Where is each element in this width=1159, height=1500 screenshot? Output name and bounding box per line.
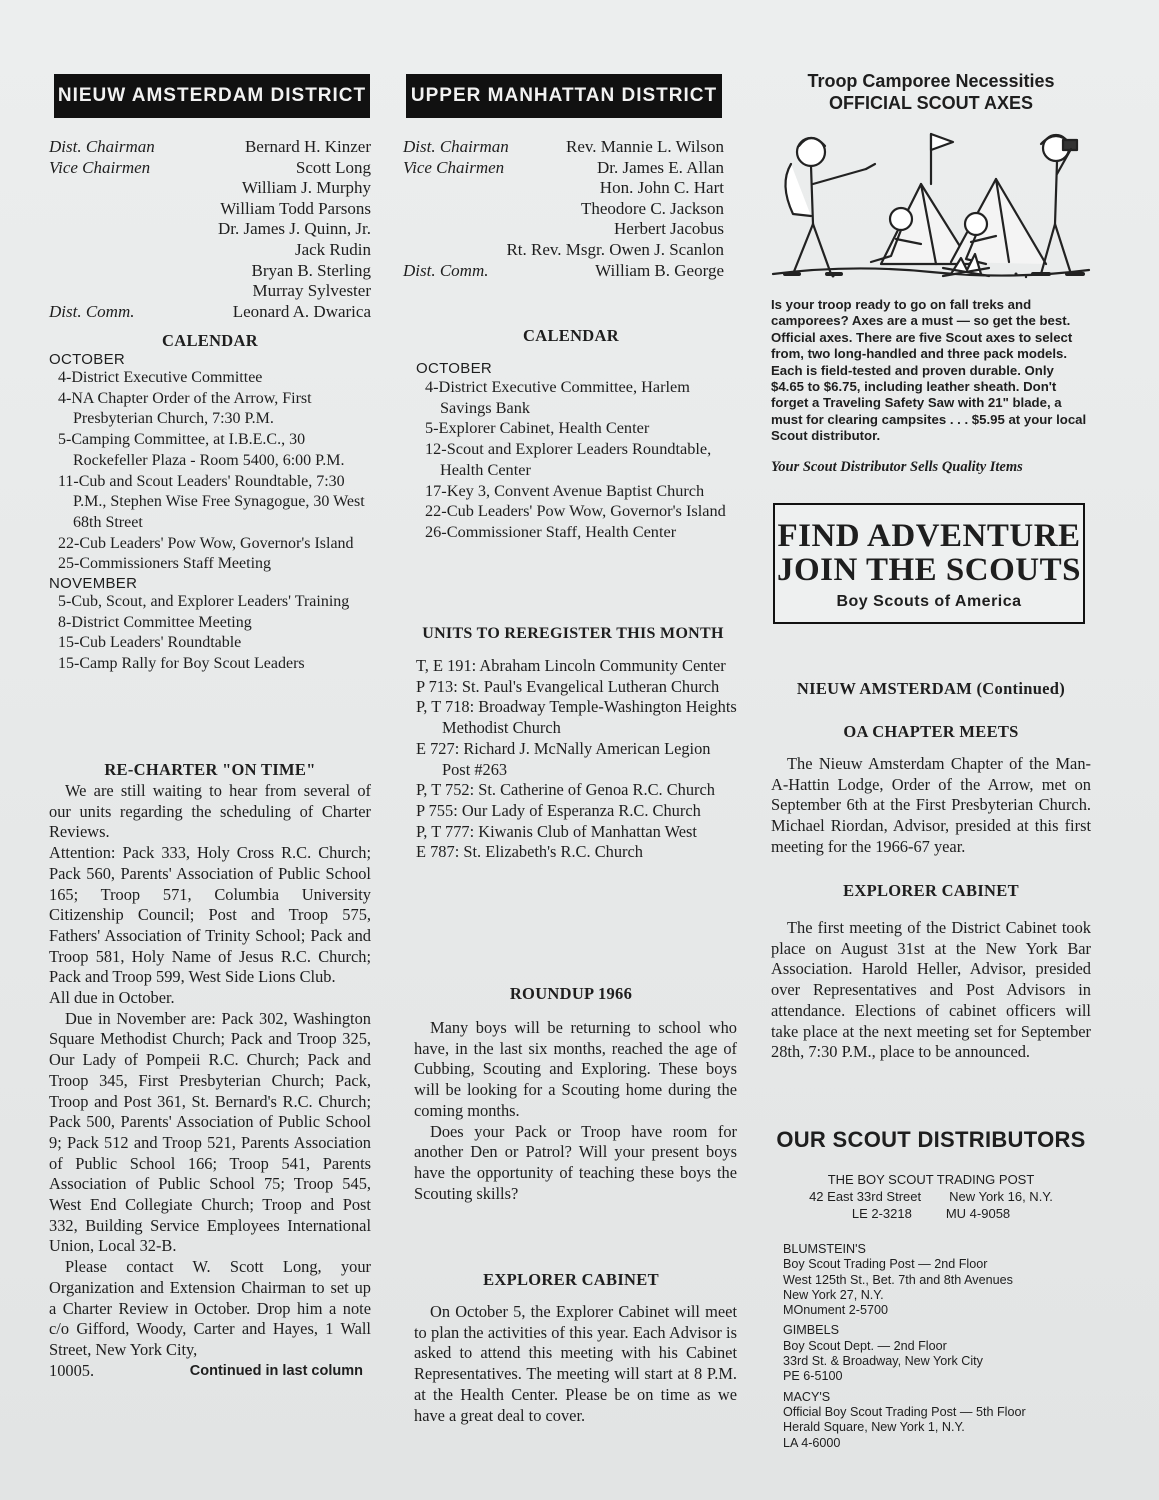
calendar-heading: CALENDAR (523, 326, 619, 345)
trading-post-phones (771, 1205, 1091, 1222)
vice-chairman-name: Theodore C. Jackson (580, 198, 724, 218)
chairman-role: Dist. Chairman (403, 137, 509, 156)
unit-item: E 727: Richard J. McNally American Legion Post #263 (416, 738, 711, 779)
upper-manhattan-banner: UPPER MANHATTAN DISTRICT (406, 74, 722, 118)
store-line: 33rd St. & Broadway, New York City (783, 1354, 983, 1369)
event-item: 15-Camp Rally for Boy Scout Leaders (58, 655, 305, 673)
event-item: 8-District Committee Meeting (58, 613, 252, 631)
continued-note: Continued in last column (189, 1362, 363, 1379)
event-list (49, 368, 371, 575)
vice-chairman-name: Bryan B. Sterling (251, 260, 371, 280)
bsa-line: Boy Scouts of America (836, 593, 1022, 610)
vice-chairman-name: William J. Murphy (241, 178, 371, 198)
vice-chairman-name: Murray Sylvester (252, 281, 371, 301)
vice-role: Vice Chairmen (403, 157, 505, 177)
store-list (783, 1242, 1093, 1451)
trading-post-street: 42 East 33rd Street (809, 1189, 922, 1204)
month-heading: OCTOBER (49, 351, 126, 368)
store-name: MACY'S (783, 1389, 831, 1404)
find-adventure-line: FIND ADVENTURE (777, 518, 1081, 554)
trading-post-address (771, 1188, 1091, 1205)
comm-role: Dist. Comm. (403, 260, 489, 280)
unit-item: P, T 777: Kiwanis Club of Manhattan West (416, 821, 697, 841)
trading-post (771, 1171, 1091, 1222)
store-line: PE 6-5100 (783, 1369, 843, 1384)
event-list (416, 377, 736, 543)
unit-item: P 713: St. Paul's Evangelical Lutheran Church (416, 676, 720, 696)
chairman-role: Dist. Chairman (49, 137, 155, 156)
recharter-paragraph: We are still waiting to hear from several of our units regarding the scheduling of Charter Reviews. (49, 781, 371, 842)
comm-name: William B. George (595, 260, 724, 280)
store-line: Boy Scout Dept. — 2nd Floor (783, 1338, 947, 1353)
unit-item: E 787: St. Elizabeth's R.C. Church (416, 842, 643, 862)
recharter-zip: 10005. (49, 1360, 95, 1380)
store-entry (783, 1323, 1093, 1384)
calendar-section (49, 351, 371, 675)
scouts-camping-illustration-icon (771, 124, 1091, 294)
recharter-paragraph: Due in November are: Pack 302, Washington Square Methodist Church; Pack and Troop 325, Our Lady of Pompeii R.C. Church; Pack and Troop 345, First Presbyterian Church; Pack, Troop and Post 361, St. Bernard's R.C. Church; Pack 500, Parents' Association of Public School 9; Pack 512 and Troop 521, Parents Association of Public School 166; Troop 541, Parents Association of Public School 75; Troop 545, West End Collegiate Church; Troop and Post 332, Building Service Employees International Union, Local 32-B. (49, 1008, 371, 1256)
ad-subtitle: OFFICIAL SCOUT AXES (828, 93, 1033, 113)
chairman-name: Rev. Mannie L. Wilson (566, 137, 724, 156)
store-entry (783, 1242, 1093, 1318)
exp-heading: EXPLORER CABINET (843, 881, 1019, 900)
vice-chairman-name: Scott Long (295, 157, 371, 177)
roundup-paragraph: Many boys will be returning to school who have, in the last six months, reached the age of Cubbing, Scouting and Exploring. These boys will be looking for a Scouting home during the coming months. (414, 1018, 737, 1120)
chairman-name: Bernard H. Kinzer (244, 137, 371, 156)
units-heading: UNITS TO REREGISTER THIS MONTH (422, 625, 724, 642)
oa-paragraph: The Nieuw Amsterdam Chapter of the Man-A-Hattin Lodge, Order of the Arrow, met on September 6th at the First Presbyterian Church. Michael Riordan, Advisor, presided at this first meeting for the 1966-67 year. (771, 754, 1091, 856)
join-scouts-line: JOIN THE SCOUTS (777, 552, 1081, 588)
recharter-paragraph: Attention: Pack 333, Holy Cross R.C. Church; Pack 560, Parents' Association of Public School 165; Troop 571, Columbia University Citizenship Council; Post and Troop 575, Fathers' Association of Trinity School; Pack and Troop 581, Holy Name of Jesus R.C. Church; Pack and Troop 599, West Side Lions Club. (49, 843, 371, 987)
event-item: 22-Cub Leaders' Pow Wow, Governor's Island (425, 501, 726, 521)
event-item: 12-Scout and Explorer Leaders Roundtable, Health Center (425, 439, 712, 479)
find-adventure-box (773, 503, 1085, 624)
vice-chairman-name: Rt. Rev. Msgr. Owen J. Scanlon (506, 239, 724, 259)
store-entry (783, 1390, 1093, 1451)
vice-role: Vice Chairmen (49, 157, 151, 177)
roundup-paragraph: Does your Pack or Troop have room for another Den or Patrol? Will your present boys have the opportunity of teaching these boys the Scouting skills? (414, 1121, 737, 1203)
exp-paragraph: The first meeting of the District Cabinet took place on August 31st at the New York Bar Association. Harold Heller, Advisor, presided over Representatives and Post Advisors in attendance. Elections of cabinet officers will take place at the next meeting set for September 28th, 7:30 P.M., place to be announced. (771, 918, 1091, 1062)
vice-chairman-name: Dr. James E. Allan (596, 157, 724, 177)
store-name: BLUMSTEIN'S (783, 1242, 866, 1256)
calendar-section (416, 360, 736, 543)
nieuw-amsterdam-staff (49, 137, 371, 322)
trading-post-phone: LE 2-3218 (851, 1206, 912, 1221)
nieuw-amsterdam-banner: NIEUW AMSTERDAM DISTRICT (54, 74, 370, 118)
roundup-heading: ROUNDUP 1966 (509, 984, 633, 1003)
trading-post-phone: MU 4-9058 (945, 1206, 1011, 1221)
unit-item: P, T 718: Broadway Temple-Washington Heights Methodist Church (416, 697, 737, 738)
ad-title: Troop Camporee Necessities (807, 71, 1055, 91)
trading-post-city: New York 16, N.Y. (949, 1189, 1053, 1204)
vice-chairman-name: William Todd Parsons (220, 198, 371, 218)
store-line: New York 27, N.Y. (783, 1287, 884, 1302)
store-line: Herald Square, New York 1, N.Y. (783, 1420, 965, 1435)
store-line: MOnument 2-5700 (783, 1303, 889, 1318)
event-item: 22-Cub Leaders' Pow Wow, Governor's Island (58, 534, 354, 552)
event-item: 4-District Executive Committee (58, 369, 263, 386)
event-item: 15-Cub Leaders' Roundtable (58, 634, 242, 652)
upper-manhattan-staff (403, 137, 724, 281)
units-list (416, 656, 738, 863)
event-item: 5-Explorer Cabinet, Health Center (425, 418, 650, 438)
recharter-paragraph: All due in October. (49, 988, 175, 1008)
store-line: West 125th St., Bet. 7th and 8th Avenues (783, 1272, 1013, 1287)
distributors-heading: OUR SCOUT DISTRIBUTORS (776, 1127, 1086, 1152)
event-item: 25-Commissioners Staff Meeting (58, 555, 272, 573)
trading-post-name: THE BOY SCOUT TRADING POST (827, 1172, 1035, 1187)
vice-chairman-name: Hon. John C. Hart (599, 178, 724, 198)
axe-ad (771, 70, 1091, 114)
event-item: 17-Key 3, Convent Avenue Baptist Church (425, 480, 705, 500)
event-item: 4-NA Chapter Order of the Arrow, First Presbyterian Church, 7:30 P.M. (58, 389, 312, 428)
ad-description: Is your troop ready to go on fall treks and camporees? Axes are a must — so get the best. Official axes. There are five Scout axes to select from, two long-handled and three pack models. Each is field-tested and proven durable. Only $4.65 to $6.75, including leather sheath. Don't forget a Traveling Safety Saw with 21" blade, a must for clearing campsites . . . $5.95 at your local Scout distributor. (771, 297, 1087, 444)
recharter-section (49, 781, 371, 1381)
calendar-heading: CALENDAR (162, 331, 258, 350)
store-line: LA 4-6000 (783, 1435, 841, 1450)
month-heading: NOVEMBER (49, 575, 138, 593)
unit-item: T, E 191: Abraham Lincoln Community Center (416, 656, 726, 675)
unit-item: P 755: Our Lady of Esperanza R.C. Church (416, 800, 701, 820)
month-heading: OCTOBER (416, 360, 493, 377)
event-item: 5-Camping Committee, at I.B.E.C., 30 Rockefeller Plaza - Room 5400, 6:00 P.M. (58, 431, 345, 469)
explorer-section (414, 1302, 737, 1426)
comm-name: Leonard A. Dwarica (232, 301, 371, 321)
event-item: 26-Commissioner Staff, Health Center (425, 521, 677, 541)
event-item: 5-Cub, Scout, and Explorer Leaders' Training (58, 593, 350, 611)
vice-chairman-name: Jack Rudin (294, 239, 371, 259)
ad-slogan: Your Scout Distributor Sells Quality Items (771, 459, 1023, 475)
explorer-heading: EXPLORER CABINET (483, 1270, 659, 1289)
store-line: Boy Scout Trading Post — 2nd Floor (783, 1257, 988, 1272)
vice-chairman-name: Dr. James J. Quinn, Jr. (218, 219, 371, 239)
roundup-section (414, 1018, 737, 1204)
continued-heading: NIEUW AMSTERDAM (Continued) (796, 679, 1066, 698)
event-item: 4-District Executive Committee, Harlem Savings Bank (425, 377, 690, 417)
recharter-footer (49, 1361, 371, 1382)
store-name: GIMBELS (783, 1323, 839, 1338)
explorer-paragraph: On October 5, the Explorer Cabinet will meet to plan the activities of this year. Each Advisor is asked to attend this meeting with his Cabinet Representatives. The meeting will start at 8 P.M. at the Health Center. Please be on time as we have a great deal to cover. (414, 1302, 737, 1425)
comm-role: Dist. Comm. (49, 301, 135, 321)
event-item: 11-Cub and Scout Leaders' Roundtable, 7:30 P.M., Stephen Wise Free Synagogue, 30 West 68th Street (58, 472, 365, 531)
vice-chairman-name: Herbert Jacobus (614, 219, 724, 239)
oa-heading: OA CHAPTER MEETS (843, 722, 1019, 741)
event-list (49, 592, 371, 675)
unit-item: P, T 752: St. Catherine of Genoa R.C. Church (416, 780, 715, 800)
store-line: Official Boy Scout Trading Post — 5th Floor (783, 1404, 1026, 1419)
recharter-paragraph: Please contact W. Scott Long, your Organization and Extension Chairman to set up a Charter Review in October. Drop him a note c/o Gifford, Woody, Carter and Hayes, 1 Wall Street, New York City, (49, 1257, 371, 1359)
recharter-heading: RE-CHARTER "ON TIME" (104, 760, 316, 779)
